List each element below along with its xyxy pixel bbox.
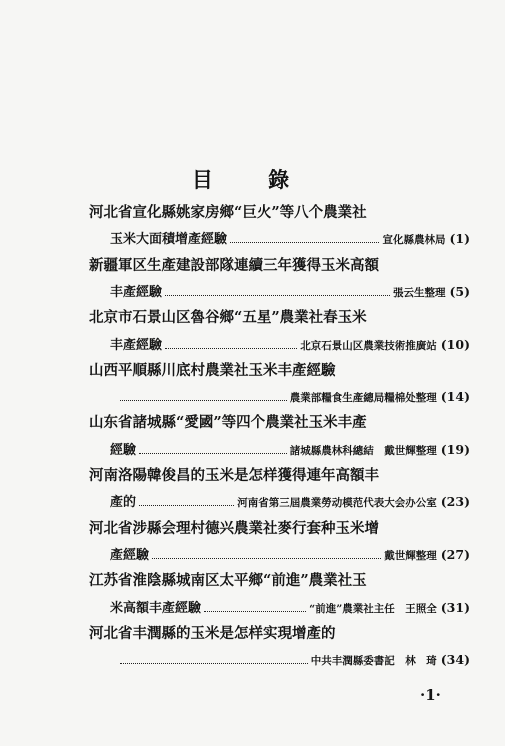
- page-number-footer: ·1·: [420, 686, 441, 704]
- toc-entry-page: (23): [440, 494, 470, 510]
- toc-entry-page: (31): [440, 599, 470, 615]
- toc-entry-title: 山西平順縣川底村農業社玉米丰產經驗: [89, 361, 336, 379]
- dot-leader: [139, 452, 287, 454]
- toc-entry-title-continued: 丰產經驗: [110, 284, 163, 300]
- toc-entry-detail: [110, 490, 470, 514]
- toc-entry-author: 中共丰潤縣委書記 林 琦: [310, 655, 437, 668]
- toc-entry-detail: [117, 385, 470, 409]
- toc-entry-author: 諸城縣農林科總結 戴世輝整理: [289, 444, 437, 457]
- toc-entry-author: 張云生整理: [392, 286, 446, 299]
- toc-entry-title-continued: 丰產經驗: [110, 337, 163, 353]
- dot-leader: [139, 504, 234, 506]
- toc-entry-author: 農業部糧食生產總局糧棉处整理: [289, 392, 437, 405]
- toc-entry-title: 北京市石景山区魯谷鄉“五星”農業社春玉米: [89, 309, 367, 327]
- toc-entry-author: 河南省第三屆農業勞动模范代表大会办公室: [237, 497, 437, 510]
- dot-leader: [120, 399, 287, 401]
- toc-entry-page: (27): [440, 546, 470, 562]
- dot-leader: [120, 662, 308, 664]
- toc-entry-author: 北京石景山区農業技術推廣站: [300, 339, 437, 352]
- dot-leader: [204, 610, 306, 612]
- toc-entry-detail: [110, 543, 470, 567]
- toc-entry-detail: [117, 648, 470, 672]
- toc-entry-detail: [110, 333, 470, 357]
- page-title: 目 錄: [191, 168, 314, 192]
- toc-entry-title-continued: 產的: [110, 495, 137, 511]
- toc-entry-title: 河南洛陽韓俊昌的玉米是怎样獲得連年高額丰: [89, 467, 379, 484]
- toc-entry-author: 戴世輝整理: [384, 549, 437, 562]
- toc-entry-title: 江苏省淮陰縣城南区太平鄉“前進”農業社玉: [89, 572, 367, 590]
- dot-leader: [152, 557, 381, 559]
- dot-leader: [165, 347, 297, 349]
- toc-entry-page: (19): [440, 441, 470, 457]
- toc-entry-title: 山东省諸城縣“愛國”等四个農業社玉米丰產: [89, 414, 367, 432]
- toc-entry-title: 河北省宣化縣姚家房鄉“巨火”等八个農業社: [89, 204, 367, 221]
- toc-entry-title-continued: 產經驗: [110, 547, 150, 563]
- toc-entry-page: (14): [440, 389, 470, 405]
- toc-entry-title-continued: 米高額丰產經驗: [110, 600, 202, 616]
- toc-entry-detail: [110, 438, 470, 462]
- toc-entry-page: (5): [449, 283, 470, 299]
- toc-entry-page: (1): [449, 231, 470, 247]
- dot-leader: [230, 241, 379, 243]
- toc-entry-title: 河北省涉縣会理村德兴農業社麥行套种玉米增: [89, 519, 379, 537]
- toc-entry-page: (34): [440, 652, 470, 668]
- toc-entry-author: 宣化縣農林局: [382, 234, 446, 247]
- toc-entry-title: 河北省丰潤縣的玉米是怎样实現增產的: [89, 624, 336, 642]
- toc-entry-author: “前進”農業社主任 王照全: [309, 602, 437, 615]
- toc-entry-title-continued: 玉米大面積增產經驗: [110, 232, 228, 248]
- toc-entry-page: (10): [440, 336, 470, 352]
- toc-entry-title-continued: 經驗: [110, 442, 137, 458]
- dot-leader: [165, 294, 390, 296]
- toc-entry-detail: [110, 596, 470, 620]
- toc-entry-title: 新疆軍区生產建設部隊連續三年獲得玉米高額: [89, 256, 379, 274]
- toc-entry-detail: [110, 280, 470, 304]
- toc-entry-detail: [110, 227, 470, 251]
